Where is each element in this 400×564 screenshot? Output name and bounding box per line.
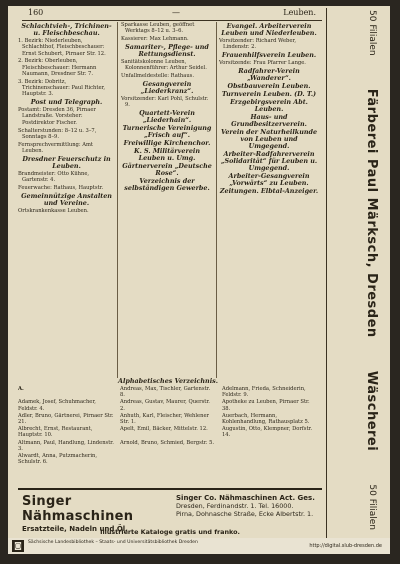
digitization-url[interactable]: http://digital.slub-dresden.de (309, 543, 382, 549)
running-header (22, 8, 322, 21)
entry: 2. Bezirk: Oberleuben, Fleischbeschauer: Hermann Naumann, Dresdner Str. 7. (18, 58, 97, 77)
ad-subline: Ersatzteile, Nadeln und Öl. (22, 525, 128, 533)
section-heading: Frauenhilfsverein Leuben. (221, 51, 317, 60)
ad-brand: Singer Nähmaschinen (22, 494, 134, 524)
section-heading: Verzeichnis der selbständigen Gewerbe. (124, 176, 210, 192)
entry: Vorsitzender: Karl Pohl, Schulstr. 9. (121, 95, 209, 109)
entry: Fernsprechvermittlung: Amt Leuben. (18, 141, 94, 154)
section-heading: Arbeiter-Gesangverein „Vorwärts“ zu Leuben. (228, 171, 310, 187)
section-heading: Turnerische Vereinigung „Frisch auf“. (122, 123, 212, 139)
section-heading: Gemeinnützige Anstalten und Vereine. (21, 191, 112, 207)
register-entry: Apelt, Emil, Bäcker, Mittelstr. 12. (120, 426, 208, 433)
entry: Schalterstunden: 8–12 u. 3–7, Sonntags 8–9. (18, 127, 97, 140)
section-heading: Quartett-Verein „Liederhain“. (139, 108, 195, 124)
entry: Kassierer: Max Lehmann. (121, 36, 189, 43)
register-entry: Andreas, Max, Tischler, Gartenstr. 8. (120, 386, 211, 399)
register-entry: Alwardt, Anna, Putzmacherin, Schulstr. 6. (18, 452, 98, 466)
side-brand: Färberei Paul Märksch, Dresden (364, 88, 380, 338)
entry: 1. Bezirk: Niederleuben, Schlachthof, Fleischbeschauer: Ernst Schubert, Pirnaer Str. 12. (18, 38, 106, 57)
section-heading: Erzgebirgsverein Abt. Leuben. (230, 97, 308, 113)
section-heading: Radfahrer-Verein „Wanderer“. (238, 66, 300, 82)
register-entry: Altmann, Paul, Handlung, Lindenstr. 3. (18, 439, 114, 452)
entry: Brandmeister: Otto Kühne, Gartenstr. 4. (18, 170, 90, 184)
register-entry: Apotheke zu Leuben, Pirnaer Str. 38. (222, 399, 310, 412)
side-service: Wäscherei (364, 370, 380, 452)
register-heading: Alphabetisches Verzeichnis. (118, 378, 218, 385)
alphabetical-register (18, 378, 318, 488)
entry: Unfallmeldestelle: Rathaus. (121, 72, 194, 79)
advertisement (18, 488, 322, 539)
section-heading: Obstbauverein Leuben. (227, 81, 311, 90)
section-heading: Haus- und Grundbesitzerverein. (231, 112, 307, 128)
section-heading: Samariter-, Pflege- und Rettungsdienst. (125, 42, 209, 58)
ad-address-2: Pirna, Dohnasche Straße, Ecke Albertstr. 1. (176, 510, 314, 518)
entry: Ortskrankenkasse Leuben. (18, 207, 89, 214)
directory-page (8, 6, 390, 554)
side-advertisement (326, 8, 387, 538)
section-heading: K. S. Militärverein Leuben u. Umg. (134, 146, 200, 162)
ad-address-1: Dresden, Ferdinandstr. 1. Tel. 16000. (176, 502, 294, 510)
section-heading: Verein der Naturheilkunde von Leuben und Umgegend. (220, 127, 318, 150)
slub-logo-icon: ◙ (12, 540, 24, 552)
section-heading: Turnverein Leuben. (D. T.) (221, 89, 317, 98)
register-entry: Auerbach, Hermann, Kohlenhandlung, Rathausplatz 5. (222, 412, 310, 425)
section-heading: Freiwillige Kirchenchor. (123, 138, 211, 147)
ad-footer: Illustrierte Kataloge gratis und franko. (100, 528, 240, 536)
register-entry: Adamek, Josef, Schuhmacher, Feldstr. 4. (18, 399, 96, 412)
entry: Sanitätskolonne Leuben, Kolonnenführer: Arthur Seidel. (121, 58, 207, 72)
page-number: 160 (28, 8, 44, 17)
register-entry: Adelmann, Frieda, Schneiderin, Feldstr. 9. (222, 386, 306, 399)
register-entry: Arnold, Bruno, Schmied, Bergstr. 5. (120, 439, 215, 446)
section-heading: Gärtnerverein „Deutsche Rose“. (122, 161, 212, 177)
entry: Sparkasse Leuben, geöffnet Werktags 8–12 u. 3–6. (121, 22, 195, 35)
ad-company: Singer Co. Nähmaschinen Act. Ges. (176, 494, 315, 502)
entry: Postamt: Dresden 36, Pirnaer Landstraße. Vorsteher: Postdirektor Fischer. (18, 107, 96, 126)
section-heading: Dresdner Feuerschutz in Leuben. (22, 154, 111, 170)
section-heading: Zeitungen. Elbtal-Anzeiger. (219, 186, 319, 195)
register-entry: Adler, Bruno, Gärtnerei, Pirnaer Str. 21. (18, 412, 114, 425)
entry: Vorsitzender: Richard Weber, Lindenstr. 2. (219, 38, 296, 51)
running-title: Leuben. (283, 8, 316, 17)
register-letter: A. (18, 386, 24, 393)
ad-right (176, 494, 320, 518)
side-text (357, 10, 387, 530)
header-separator: — (172, 8, 180, 17)
register-grid (18, 386, 318, 466)
section-heading: Post und Telegraph. (30, 98, 103, 107)
section-heading: Gesangverein „Liederkranz“. (140, 79, 194, 95)
section-heading: Arbeiter-Radfahrerverein „Solidarität“ für Leuben u. Umgegend. (220, 149, 318, 172)
register-entry: Albrecht, Ernst, Restaurant, Hauptstr. 10. (18, 426, 93, 439)
register-entry: Anhuth, Karl, Fleischer, Wehlener Str. 1. (120, 412, 210, 425)
section-heading: Evangel. Arbeiterverein Leuben und Niederleuben. (221, 22, 317, 37)
entry: 3. Bezirk: Dobritz, Trichinenschauer: Paul Richter, Hauptstr. 3. (18, 78, 106, 98)
register-entry: Augustin, Otto, Klempner, Dorfstr. 14. (222, 426, 313, 439)
entry: Vorsitzende: Frau Pfarrer Lange. (219, 60, 306, 67)
section-heading: Schlachtvieh-, Trichinen- u. Fleischbeschau. (21, 22, 112, 37)
institution-name: Sächsische Landesbibliothek – Staats- und Universitätsbibliothek Dresden (28, 540, 198, 545)
register-entry (222, 440, 318, 452)
side-filialen-left: 50 Filialen (367, 10, 377, 56)
side-filialen-right: 50 Filialen (367, 484, 377, 530)
digitization-footer (8, 538, 390, 554)
entry: Feuerwache: Rathaus, Hauptstr. (18, 184, 104, 191)
register-entry: Andreas, Gustav, Maurer, Querstr. 2. (120, 399, 210, 412)
